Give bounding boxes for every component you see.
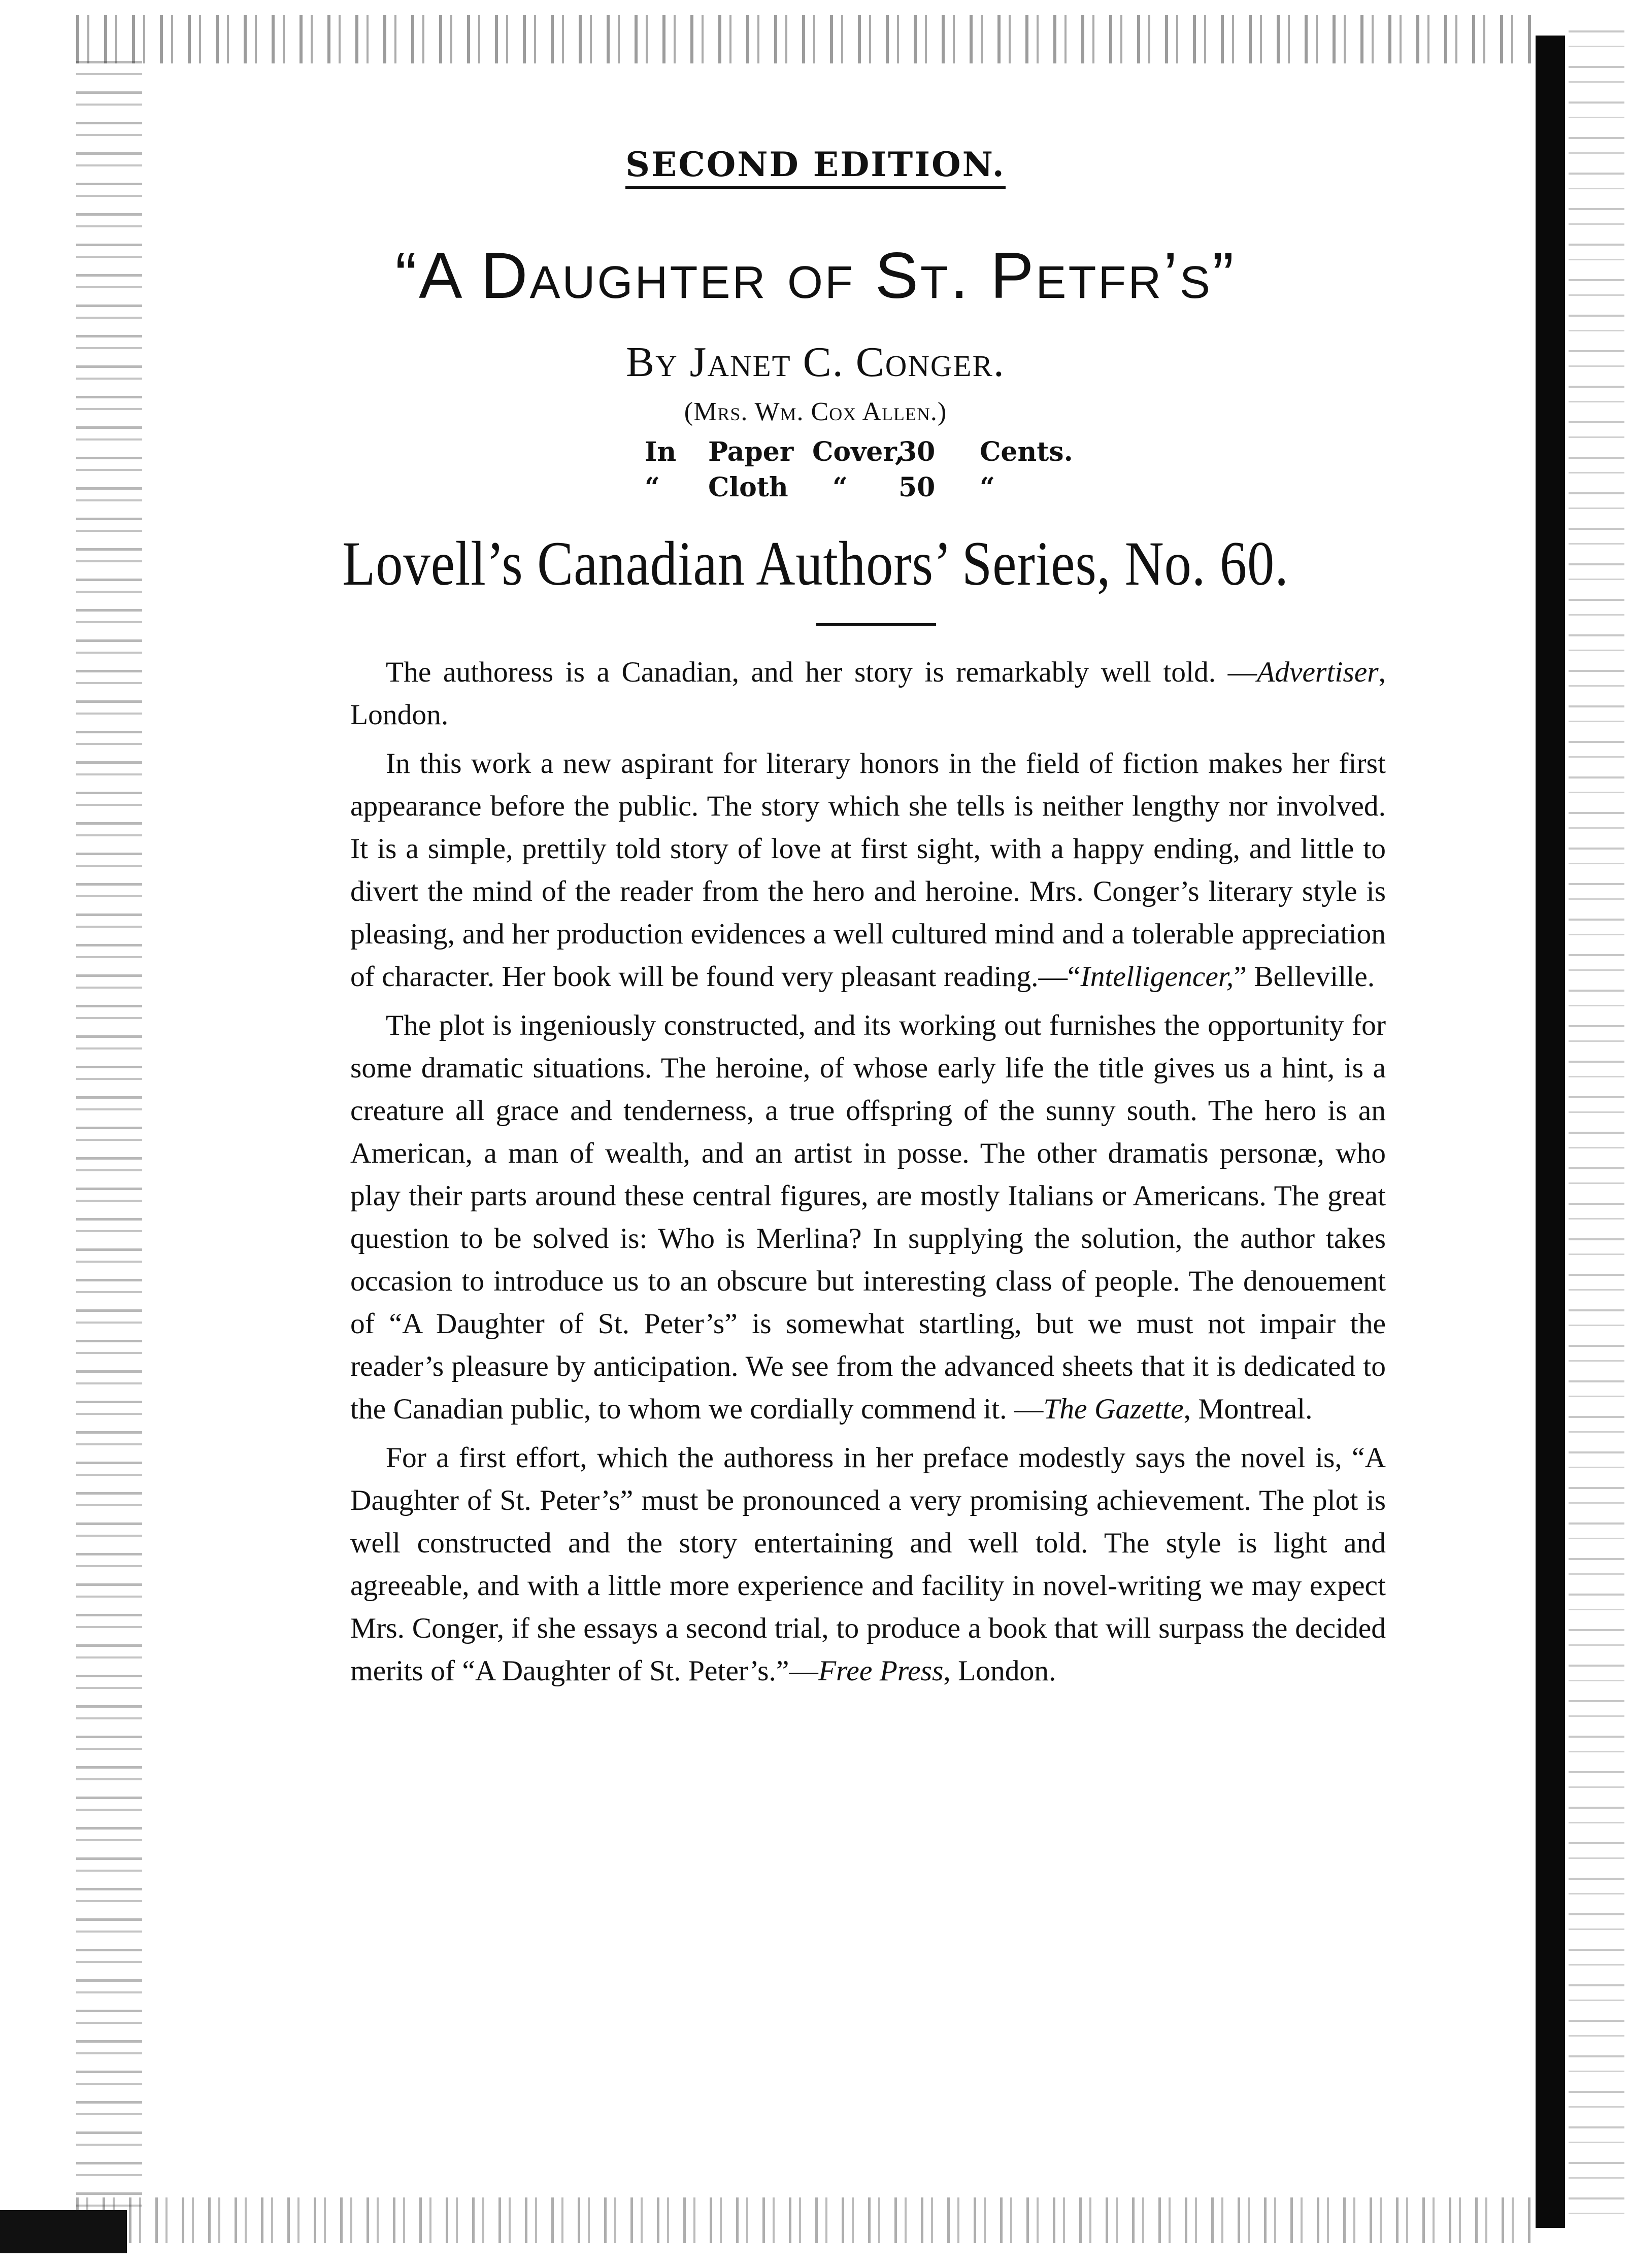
author-alias: (Mrs. Wm. Cox Allen.) [684, 397, 947, 426]
review-paragraph: For a first effort, which the authoress in her preface modestly says the novel is, “A Daughter of St. Peter’s” must be pronounced a very promising achievement. The plot is well constructed and the story entertaining and well told. The style is light and agreeable, and with a little more experience and facility in novel-writing we may expect Mrs. Conger, if she essays a second trial, to produce a book that will surpass the decided merits of “A Daughter of St. Peter’s.”—Free Press, London. [350, 1442, 1386, 1687]
review-paragraph: In this work a new aspirant for literary honors in the field of fiction makes her first appearance before the public. The story which she tells is neither lengthy nor involved. It is a simple, prettily told story of love at first sight, with a happy ending, and little to divert the mind of the reader from the hero and heroine. Mrs. Conger’s literary style is pleasing, and her production evidences a well cultured mind and a tolerable appreciation of character. Her book will be found very pleasant reading.—“Intelligencer,” Belleville. [350, 748, 1386, 993]
review-source: Advertiser [1257, 656, 1379, 688]
reviews [350, 651, 1386, 1699]
review-source: Free Press [818, 1655, 944, 1687]
price-row-paper: In Paper Cover, 30 Cents. [645, 436, 1073, 467]
author-line: By Janet C. Conger. [626, 338, 1005, 386]
price-row-cloth: “ Cloth “ 50 “ [645, 472, 995, 503]
review-paragraph: The authoress is a Canadian, and her story is remarkably well told. —Advertiser, London. [350, 656, 1386, 731]
book-title: “A Daughter of St. Petfr’s” [395, 240, 1236, 312]
series-title: Lovell’s Canadian Authors’ Series, No. 60. [342, 529, 1289, 598]
divider-rule [816, 623, 936, 626]
review-source: Intelligencer, [1080, 961, 1234, 993]
review-paragraph: The plot is ingeniously constructed, and its working out furnishes the opportunity for some dramatic situations. The heroine, of whose early life the title gives us a hint, is a creature all grace and tenderness, a true offspring of the sunny south. The hero is an American, a man of wealth, and an artist in posse. The other dramatis personæ, who play their parts around these central figures, are mostly Italians or Americans. The great question to be solved is: Who is Merlina? In supplying the solution, the author takes occasion to introduce us to an obscure but interesting class of people. The denouement of “A Daughter of St. Peter’s” is somewhat startling, but we must not impair the reader’s pleasure by anticipation. We see from the advanced sheets that it is dedicated to the Canadian public, to whom we cordially commend it. —The Gazette, Montreal. [350, 1009, 1386, 1425]
edition-heading: SECOND EDITION. [0, 145, 1631, 184]
review-source: The Gazette [1043, 1393, 1184, 1425]
